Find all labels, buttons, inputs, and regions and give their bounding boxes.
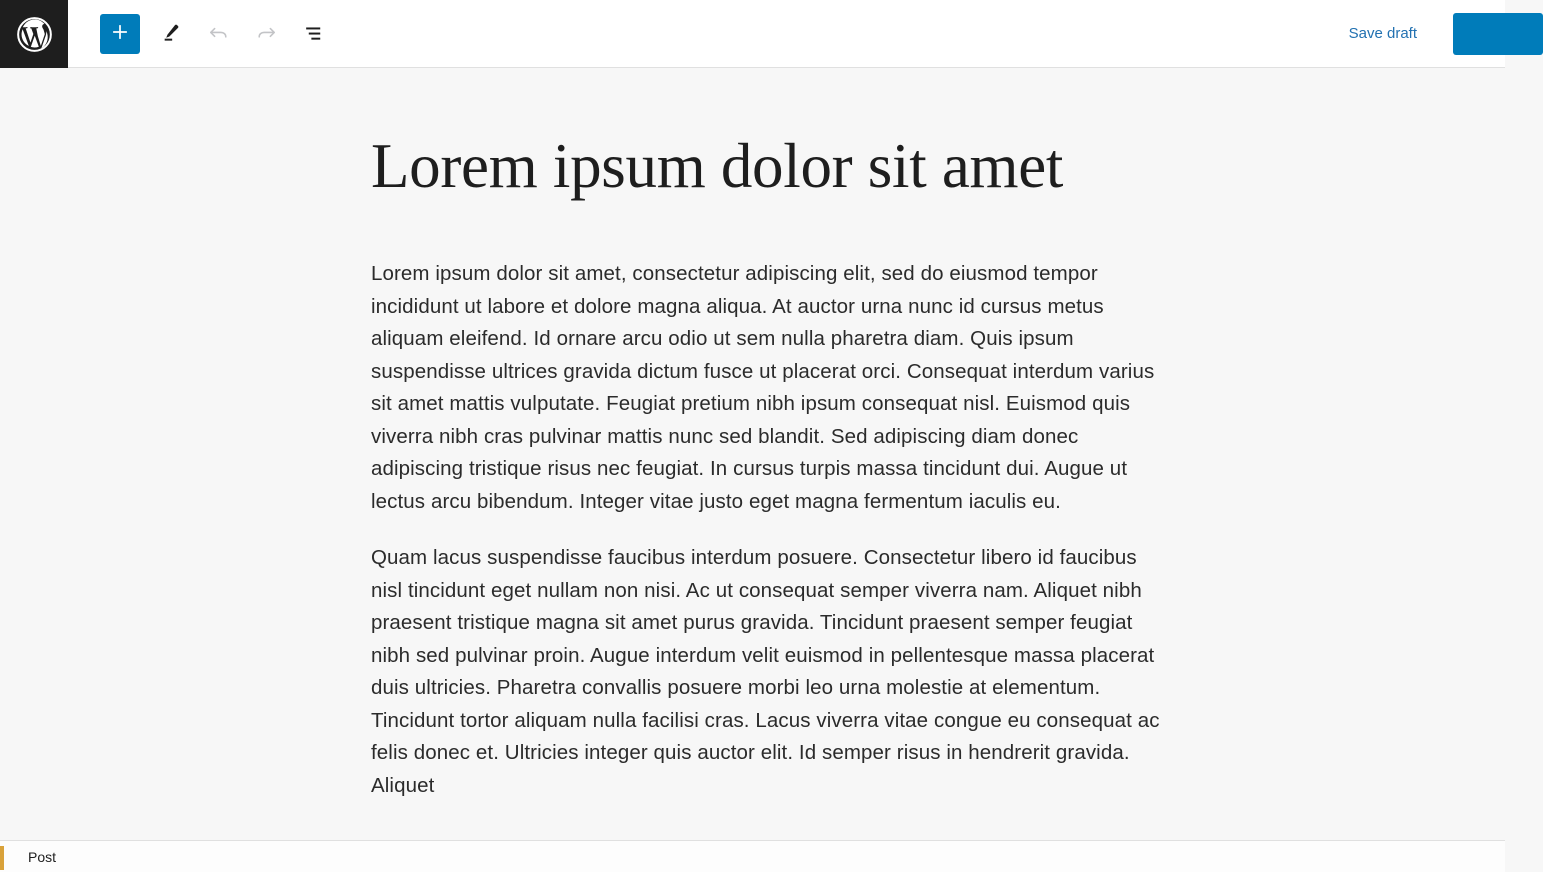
pencil-icon (158, 21, 183, 46)
toolbar-left-group (68, 0, 344, 67)
redo-arrow-icon (254, 21, 279, 46)
plus-icon (109, 21, 131, 46)
content-column (371, 130, 1161, 802)
status-bar-post-label[interactable]: Post (28, 848, 57, 865)
paragraph-block[interactable]: Lorem ipsum dolor sit amet, consectetur adipiscing elit, sed do eiusmod tempor incididunt ut labore et dolore magna aliqua. At auctor urna nunc id cursus metus aliquam eleifend. Id ornare arcu odio ut sem nulla pharetra diam. Quis ipsum suspendisse ultrices gravida dictum fusce ut placerat orci. Consequat interdum varius sit amet mattis vulputate. Feugiat pretium nibh ipsum consequat nisl. Euismod quis viverra nibh cras pulvinar mattis nunc sed blandit. Sed adipiscing diam donec adipiscing tristique risus nec feugiat. In cursus turpis massa tincidunt dui. Augue ut lectus arcu bibendum. Integer vitae justo eget magna fermentum iaculis eu. (371, 262, 1155, 513)
publish-button[interactable]: Publish (1453, 13, 1543, 55)
toolbar-spacer (344, 0, 1339, 67)
save-draft-button[interactable]: Save draft (1339, 18, 1427, 49)
undo-button[interactable] (200, 16, 236, 52)
editor-status-bar (0, 840, 1505, 872)
toolbar-right-group (975, 0, 1505, 67)
editor-toolbar (0, 0, 1505, 68)
wordpress-logo-icon (16, 16, 53, 53)
edit-tool-button[interactable] (152, 16, 188, 52)
post-content-area (0, 68, 1505, 826)
status-accent-bar (0, 846, 4, 870)
editor-canvas (0, 68, 1505, 840)
post-title[interactable]: Lorem ipsum dolor sit amet (371, 131, 1064, 201)
wordpress-logo-button[interactable] (0, 0, 68, 68)
list-view-button[interactable] (296, 16, 332, 52)
undo-arrow-icon (206, 21, 231, 46)
redo-button[interactable] (248, 16, 284, 52)
list-view-icon (302, 21, 327, 46)
paragraph-block[interactable]: Quam lacus suspendisse faucibus interdum posuere. Consectetur libero id faucibus nisl tincidunt eget nullam non nisi. Ac ut consequat semper viverra nam. Aliquet nibh praesent tristique magna sit amet purus gravida. Tincidunt praesent semper feugiat nibh sed pulvinar proin. Augue interdum velit euismod in pellentesque massa placerat duis ultricies. Pharetra convallis posuere morbi leo urna molestie at elementum. Tincidunt tortor aliquam nulla facilisi cras. Lacus viverra vitae congue eu consequat ac felis donec et. Ultricies integer quis auctor elit. Id semper risus in hendrerit gravida. Aliquet (371, 546, 1160, 797)
add-block-button[interactable] (100, 14, 140, 54)
